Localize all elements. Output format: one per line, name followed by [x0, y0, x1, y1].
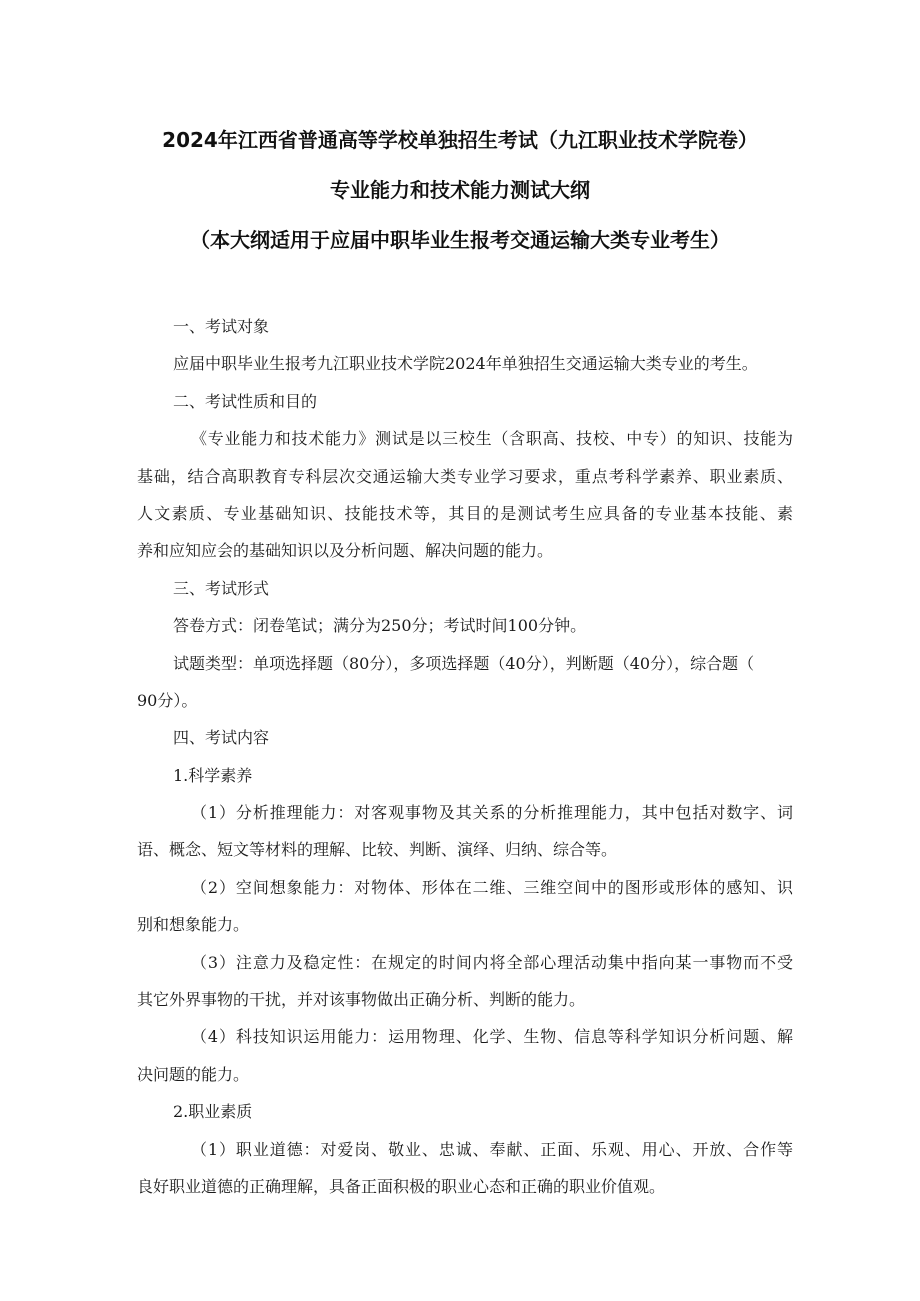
subsection-heading-professional-quality: 2.职业素质: [173, 1102, 253, 1122]
document-title: 2024年江西省普通高等学校单独招生考试（九江职业技术学院卷）: [162, 128, 758, 152]
section-heading-exam-format: 三、考试形式: [173, 578, 270, 598]
paragraph-line: 养和应知应会的基础知识以及分析问题、解决问题的能力。: [137, 541, 554, 561]
paragraph-line: 《专业能力和技术能力》测试是以三校生（含职高、技校、中专）的知识、技能为: [191, 429, 793, 449]
paragraph-line: （4）科技知识运用能力：运用物理、化学、生物、信息等科学知识分析问题、解: [191, 1027, 793, 1047]
section-heading-exam-content: 四、考试内容: [173, 728, 270, 748]
paragraph-line: 其它外界事物的干扰，并对该事物做出正确分析、判断的能力。: [137, 990, 586, 1010]
subsection-heading-science: 1.科学素养: [173, 765, 253, 785]
document-body: [137, 308, 793, 1205]
paragraph-line: （1）分析推理能力：对客观事物及其关系的分析推理能力，其中包括对数字、词: [191, 803, 793, 823]
paragraph-line: 良好职业道德的正确理解，具备正面积极的职业心态和正确的职业价值观。: [137, 1176, 666, 1196]
paragraph-line: （3）注意力及稳定性：在规定的时间内将全部心理活动集中指向某一事物而不受: [191, 952, 793, 972]
paragraph-line: 基础，结合高职教育专科层次交通运输大类专业学习要求，重点考科学素养、职业素质、: [137, 466, 793, 486]
paragraph-line: 答卷方式：闭卷笔试；满分为250分；考试时间100分钟。: [173, 616, 587, 636]
paragraph-line: 90分）。: [137, 690, 198, 710]
paragraph-line: 语、概念、短文等材料的理解、比较、判断、演绎、归纳、综合等。: [137, 840, 618, 860]
document-scope-note: （本大纲适用于应届中职毕业生报考交通运输大类专业考生）: [190, 228, 730, 252]
paragraph-line: 试题类型：单项选择题（80分），多项选择题（40分），判断题（40分），综合题（: [173, 653, 755, 673]
paragraph-line: 决问题的能力。: [137, 1064, 250, 1084]
document-subtitle: 专业能力和技术能力测试大纲: [330, 178, 590, 202]
paragraph-line: 别和想象能力。: [137, 915, 250, 935]
paragraph-line: （1）职业道德：对爱岗、敬业、忠诚、奉献、正面、乐观、用心、开放、合作等: [191, 1139, 793, 1159]
paragraph-line: 应届中职毕业生报考九江职业技术学院2024年单独招生交通运输大类专业的考生。: [173, 354, 758, 374]
section-heading-exam-target: 一、考试对象: [173, 317, 270, 336]
paragraph-line: （2）空间想象能力：对物体、形体在二维、三维空间中的图形或形体的感知、识: [191, 877, 793, 897]
paragraph-line: 人文素质、专业基础知识、技能技术等，其目的是测试考生应具备的专业基本技能、素: [137, 503, 793, 523]
section-heading-exam-nature: 二、考试性质和目的: [173, 391, 318, 411]
